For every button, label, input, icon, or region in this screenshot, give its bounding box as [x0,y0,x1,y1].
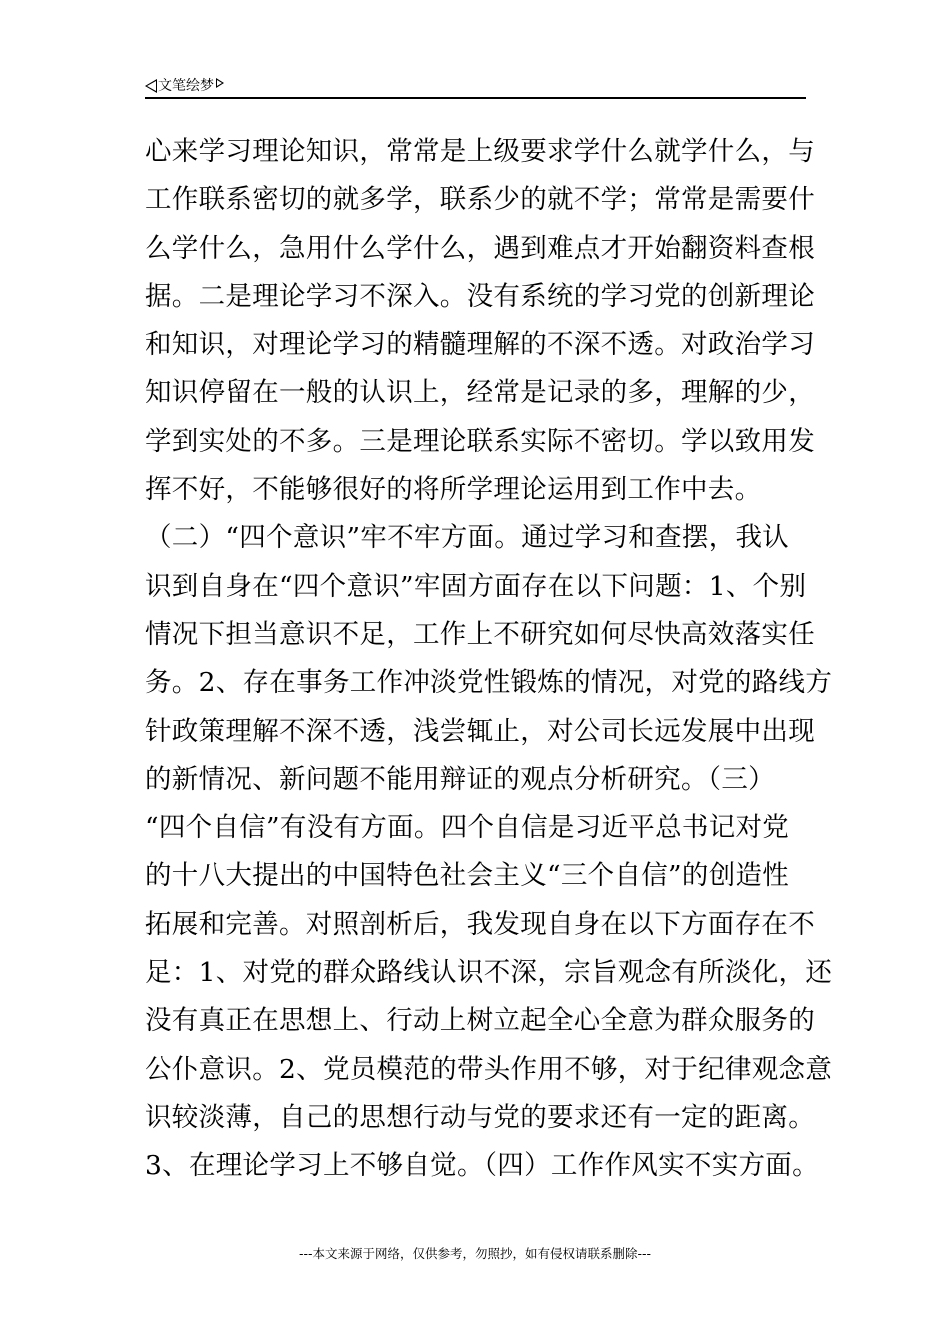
body-line: 知识停留在一般的认识上，经常是记录的多，理解的少， [145,377,815,409]
body-line: （二）“四个意识”牢不牢方面。通过学习和查摆，我认 [145,522,790,554]
body-line: 学到实处的不多。三是理论联系实际不密切。学以致用发 [145,425,815,457]
body-line: 据。二是理论学习不深入。没有系统的学习党的创新理论 [145,280,815,312]
body-line: 识较淡薄，自己的思想行动与党的要求还有一定的距离。 [145,1101,815,1133]
body-line: 么学什么，急用什么学什么，遇到难点才开始翻资料查根 [145,232,815,264]
header-divider [145,97,806,99]
body-line: 挥不好，不能够很好的将所学理论运用到工作中去。 [145,474,762,506]
body-line: 和知识，对理论学习的精髓理解的不深不透。对政治学习 [145,329,815,361]
left-triangle-icon [145,79,157,93]
header-title: 文笔绘梦 [158,78,214,94]
page-header [145,76,224,96]
document-body [145,128,833,1191]
body-line: 没有真正在思想上、行动上树立起全心全意为群众服务的 [145,1005,815,1037]
body-line: 3、在理论学习上不够自觉。（四）工作作风实不实方面。 [145,1150,819,1182]
body-line: 识到自身在“四个意识”牢固方面存在以下问题：1、个别 [145,570,807,602]
body-line: 情况下担当意识不足，工作上不研究如何尽快高效落实任 [145,618,815,650]
body-line: 针政策理解不深不透，浅尝辄止，对公司长远发展中出现 [145,715,815,747]
body-line: “四个自信”有没有方面。四个自信是习近平总书记对党 [145,812,790,844]
footer-notice: ---本文来源于网络，仅供参考，勿照抄，如有侵权请联系删除--- [298,1246,652,1261]
body-line: 拓展和完善。对照剖析后，我发现自身在以下方面存在不 [145,908,815,940]
body-line: 的新情况、新问题不能用辩证的观点分析研究。（三） [145,763,775,795]
right-triangle-icon [216,78,224,88]
body-line: 公仆意识。2、党员模范的带头作用不够，对于纪律观念意 [145,1053,833,1085]
body-line: 的十八大提出的中国特色社会主义“三个自信”的创造性 [145,860,790,892]
body-line: 工作联系密切的就多学，联系少的就不学；常常是需要什 [145,184,815,216]
body-line: 心来学习理论知识，常常是上级要求学什么就学什么，与 [145,136,815,167]
body-line: 务。2、存在事务工作冲淡党性锻炼的情况，对党的路线方 [145,667,833,699]
body-line: 足：1、对党的群众路线认识不深，宗旨观念有所淡化，还 [145,957,833,989]
